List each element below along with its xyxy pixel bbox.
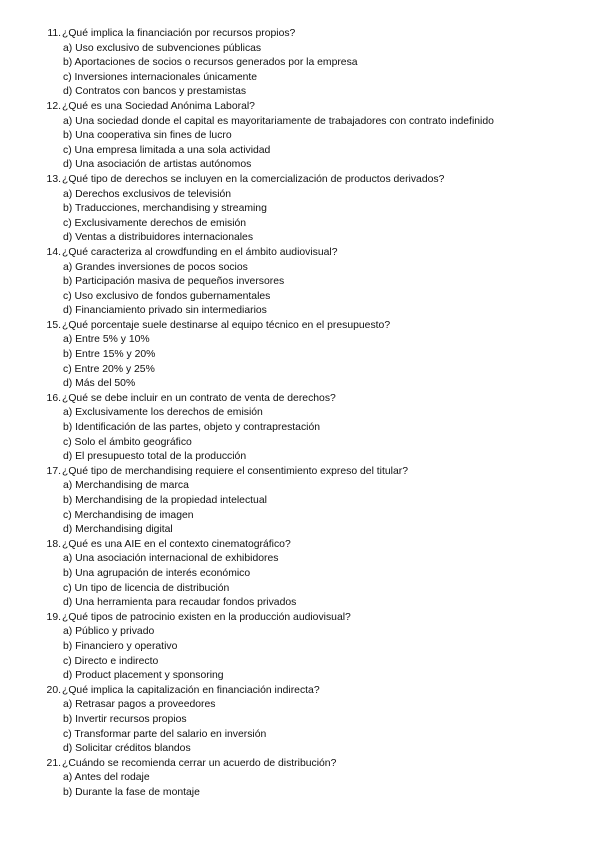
answer-option: a) Uso exclusivo de subvenciones públicas xyxy=(63,42,262,54)
answer-option: c) Merchandising de imagen xyxy=(63,509,194,521)
question-stem xyxy=(0,246,600,261)
question-number: 14. xyxy=(46,246,61,258)
answer-option: d) Ventas a distribuidores internacionales xyxy=(63,232,254,244)
question-text: ¿Qué tipo de derechos se incluyen en la comercialización de productos derivados? xyxy=(62,173,445,185)
question-text: ¿Cuándo se recomienda cerrar un acuerdo de distribución? xyxy=(62,757,337,769)
answer-option: b) Traducciones, merchandising y streaming xyxy=(63,203,267,215)
answer-option: b) Entre 15% y 20% xyxy=(63,349,156,361)
question-number: 15. xyxy=(46,319,61,331)
question-text: ¿Qué implica la financiación por recursos propios? xyxy=(62,28,296,39)
answer-option: c) Entre 20% y 25% xyxy=(63,363,155,375)
answer-option: a) Exclusivamente los derechos de emisión xyxy=(63,407,263,419)
question-list xyxy=(0,27,600,800)
answer-option: b) Aportaciones de socios o recursos generados por la empresa xyxy=(63,57,358,69)
answer-option: b) Una cooperativa sin fines de lucro xyxy=(63,130,232,142)
question-stem xyxy=(0,392,600,407)
answer-option: d) El presupuesto total de la producción xyxy=(63,451,247,463)
question-2 xyxy=(0,100,600,173)
question-9 xyxy=(0,611,600,684)
answer-option: a) Grandes inversiones de pocos socios xyxy=(63,261,248,273)
question-number: 19. xyxy=(46,611,61,623)
answer-option: d) Una asociación de artistas autónomos xyxy=(63,159,252,171)
answer-option: d) Financiamiento privado sin intermediarios xyxy=(63,305,267,317)
question-7 xyxy=(0,465,600,538)
question-stem xyxy=(0,100,600,115)
question-text: ¿Qué es una AIE en el contexto cinematográfico? xyxy=(62,538,291,550)
question-text: ¿Qué tipo de merchandising requiere el consentimiento expreso del titular? xyxy=(62,465,408,477)
answer-option: c) Transformar parte del salario en inversión xyxy=(63,728,267,740)
answer-option: b) Durante la fase de montaje xyxy=(63,786,200,798)
answer-option: a) Una sociedad donde el capital es mayoritariamente de trabajadores con contrato indefinido xyxy=(63,115,494,127)
question-4 xyxy=(0,246,600,319)
answer-option: a) Entre 5% y 10% xyxy=(63,334,150,346)
question-1 xyxy=(0,27,600,100)
question-stem xyxy=(0,538,600,553)
question-number: 18. xyxy=(46,538,61,550)
question-text: ¿Qué se debe incluir en un contrato de venta de derechos? xyxy=(62,392,336,404)
question-number: 13. xyxy=(46,173,61,185)
answer-option: b) Una agrupación de interés económico xyxy=(63,567,251,579)
question-number: 20. xyxy=(46,684,61,696)
answer-option: b) Identificación de las partes, objeto y contraprestación xyxy=(63,422,321,434)
answer-option: a) Derechos exclusivos de televisión xyxy=(63,188,232,200)
answer-option: a) Una asociación internacional de exhibidores xyxy=(63,553,279,565)
answer-option: c) Inversiones internacionales únicamente xyxy=(63,71,258,83)
answer-option: c) Uso exclusivo de fondos gubernamentales xyxy=(63,290,271,302)
question-text: ¿Qué implica la capitalización en financiación indirecta? xyxy=(62,684,320,696)
question-stem xyxy=(0,611,600,626)
answer-option: a) Retrasar pagos a proveedores xyxy=(63,699,216,711)
question-stem xyxy=(0,757,600,772)
answer-option: c) Solo el ámbito geográfico xyxy=(63,436,192,448)
answer-option: c) Exclusivamente derechos de emisión xyxy=(63,217,247,229)
question-text: ¿Qué es una Sociedad Anónima Laboral? xyxy=(62,100,255,112)
question-8 xyxy=(0,538,600,611)
question-stem xyxy=(0,465,600,480)
question-text: ¿Qué caracteriza al crowdfunding en el ámbito audiovisual? xyxy=(62,246,338,258)
question-number: 21. xyxy=(46,757,61,769)
question-number: 11. xyxy=(47,28,61,39)
answer-option: a) Público y privado xyxy=(63,626,155,638)
answer-option: b) Financiero y operativo xyxy=(63,640,178,652)
answer-option: d) Merchandising digital xyxy=(63,524,173,536)
question-number: 17. xyxy=(46,465,61,477)
question-text: ¿Qué porcentaje suele destinarse al equipo técnico en el presupuesto? xyxy=(62,319,391,331)
answer-option: c) Directo e indirecto xyxy=(63,655,159,667)
question-stem xyxy=(0,684,600,699)
answer-option: d) Una herramienta para recaudar fondos privados xyxy=(63,597,297,609)
question-6 xyxy=(0,392,600,465)
answer-option: d) Contratos con bancos y prestamistas xyxy=(63,86,247,98)
question-11 xyxy=(0,757,600,801)
answer-option: d) Product placement y sponsoring xyxy=(63,670,224,682)
question-stem xyxy=(0,319,600,334)
question-stem xyxy=(0,27,600,42)
answer-option: b) Merchandising de la propiedad intelectual xyxy=(63,495,267,506)
answer-option: c) Una empresa limitada a una sola actividad xyxy=(63,144,271,156)
answer-option: c) Un tipo de licencia de distribución xyxy=(63,582,230,594)
answer-option: a) Merchandising de marca xyxy=(63,480,189,492)
question-10 xyxy=(0,684,600,757)
question-text: ¿Qué tipos de patrocinio existen en la producción audiovisual? xyxy=(62,611,351,623)
answer-option: d) Más del 50% xyxy=(63,378,136,390)
question-stem xyxy=(0,173,600,188)
answer-option: a) Antes del rodaje xyxy=(63,772,150,784)
question-3 xyxy=(0,173,600,246)
answer-option: b) Invertir recursos propios xyxy=(63,713,187,725)
answer-option: d) Solicitar créditos blandos xyxy=(63,743,191,755)
question-number: 16. xyxy=(46,392,61,404)
answer-option: b) Participación masiva de pequeños inversores xyxy=(63,276,285,288)
question-number: 12. xyxy=(46,100,61,112)
question-5 xyxy=(0,319,600,392)
